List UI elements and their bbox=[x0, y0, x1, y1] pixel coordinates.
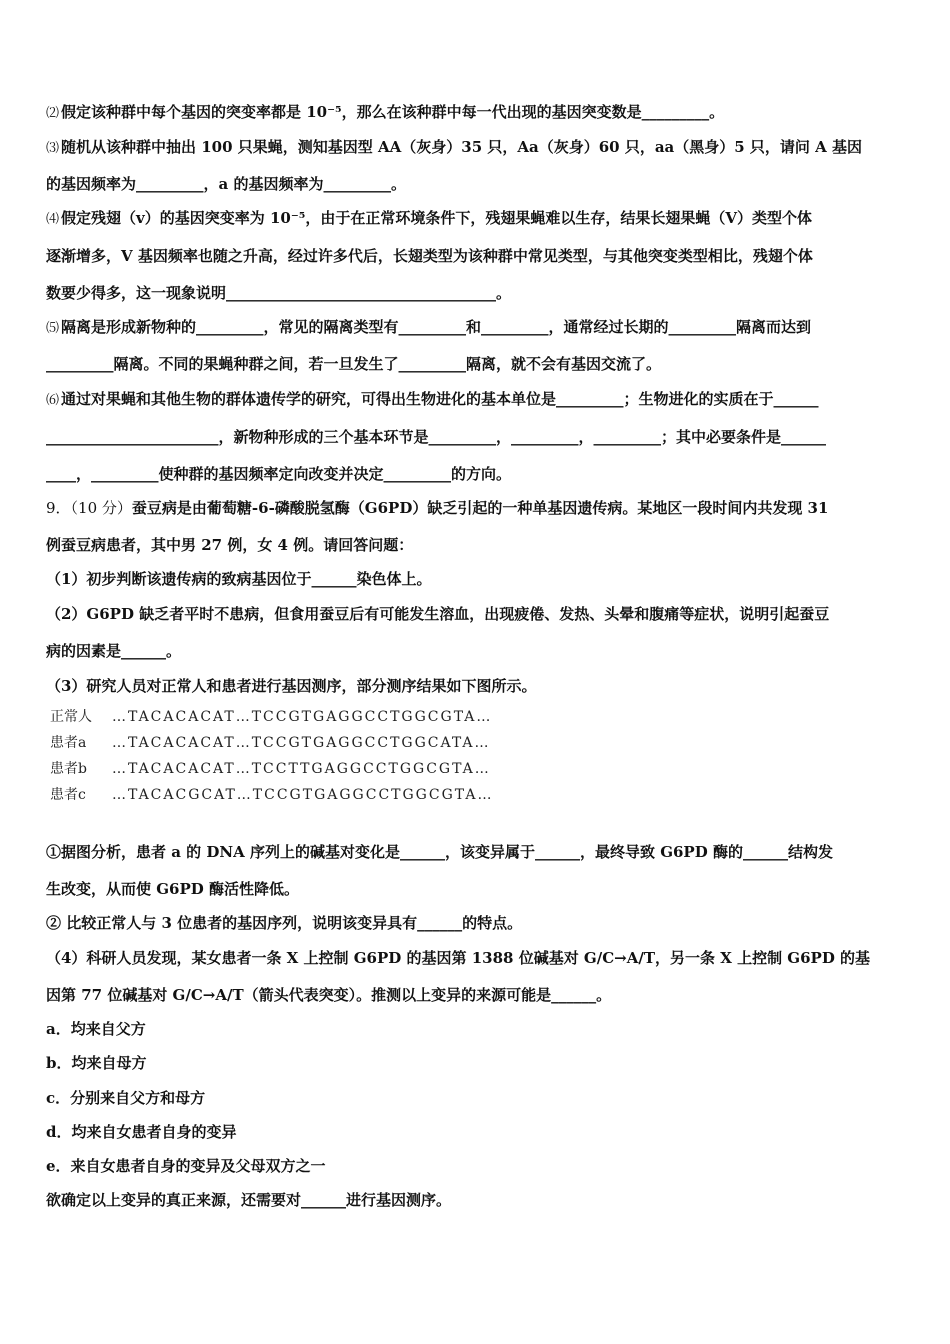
circ1-line1: ①据图分析，患者 a 的 DNA 序列上的碱基对变化是______，该变异属于______，最终导致 G6PD 酶的______结构发 bbox=[46, 843, 833, 861]
part6-line2: _______________________，新物种形成的三个基本环节是_________，_________，_________；其中必要条件是______ bbox=[46, 428, 827, 446]
sequence-name: 患者a bbox=[50, 735, 87, 751]
part5-mark: ⑸ bbox=[46, 321, 60, 336]
q9-sub4-line2: 因第 77 位碱基对 G/C→A/T（箭头代表突变）。推测以上变异的来源可能是______。 bbox=[46, 986, 612, 1004]
q9-text1: 蚕豆病是由葡萄糖-6-磷酸脱氢酶（G6PD）缺乏引起的一种单基因遗传病。某地区一段时间内共发现 31 bbox=[131, 499, 829, 517]
part4-text1: 假定残翅（v）的基因突变率为 10⁻⁵，由于在正常环境条件下，残翅果蝇难以生存，结果长翅果蝇（V）类型个体 bbox=[61, 209, 812, 227]
q9-sub2-line2: 病的因素是______。 bbox=[46, 642, 182, 660]
part6-mark: ⑹ bbox=[46, 393, 60, 408]
sequence-row bbox=[50, 786, 493, 804]
part5-line1 bbox=[46, 317, 811, 339]
option-e: e．来自女患者自身的变异及父母双方之一 bbox=[46, 1157, 326, 1175]
sequence-name: 患者c bbox=[50, 787, 86, 803]
part2-mark: ⑵ bbox=[46, 106, 60, 121]
q9-line2: 例蚕豆病患者，其中男 27 例，女 4 例。请回答问题： bbox=[46, 536, 414, 554]
part4-mark: ⑷ bbox=[46, 212, 60, 227]
q9-sub1: （1）初步判断该遗传病的致病基因位于______染色体上。 bbox=[46, 570, 432, 588]
option-d: d．均来自女患者自身的变异 bbox=[46, 1123, 237, 1141]
sequence-row bbox=[50, 734, 491, 752]
q9-sub3: （3）研究人员对正常人和患者进行基因测序，部分测序结果如下图所示。 bbox=[46, 677, 537, 695]
circ2-line: ② 比较正常人与 3 位患者的基因序列，说明该变异具有______的特点。 bbox=[46, 914, 523, 932]
final-line: 欲确定以上变异的真正来源，还需要对______进行基因测序。 bbox=[46, 1191, 452, 1209]
q9-sub4-line1: （4）科研人员发现，某女患者一条 X 上控制 G6PD 的基因第 1388 位碱基对 G/C→A/T，另一条 X 上控制 G6PD 的基 bbox=[46, 949, 871, 967]
part2-line bbox=[46, 102, 724, 124]
sequence-row bbox=[50, 708, 492, 726]
sequence-bases: …TACACGCAT…TCCGTGAGGCCTGGCGTA… bbox=[112, 787, 494, 803]
option-a: a．均来自父方 bbox=[46, 1020, 146, 1038]
part3-text1: 随机从该种群中抽出 100 只果蝇，测知基因型 AA（灰身）35 只，Aa（灰身）60 只，aa（黑身）5 只，请问 A 基因 bbox=[61, 138, 863, 156]
option-c: c．分别来自父方和母方 bbox=[46, 1089, 206, 1107]
sequence-bases: …TACACACAT…TCCTTGAGGCCTGGCGTA… bbox=[112, 761, 491, 777]
sequence-bases: …TACACACAT…TCCGTGAGGCCTGGCATA… bbox=[112, 735, 491, 751]
part3-mark: ⑶ bbox=[46, 141, 60, 156]
sequence-name: 正常人 bbox=[50, 709, 92, 725]
sequence-name: 患者b bbox=[50, 761, 87, 777]
part2-text: 假定该种群中每个基因的突变率都是 10⁻⁵，那么在该种群中每一代出现的基因突变数是_________。 bbox=[61, 103, 725, 121]
sequence-bases: …TACACACAT…TCCGTGAGGCCTGGCGTA… bbox=[112, 709, 493, 725]
part4-line2: 逐渐增多，V 基因频率也随之升高，经过许多代后，长翅类型为该种群中常见类型，与其他突变类型相比，残翅个体 bbox=[46, 247, 813, 265]
part6-line1 bbox=[46, 389, 819, 411]
part5-text1: 隔离是形成新物种的_________，常见的隔离类型有_________和_________，通常经过长期的_________隔离而达到 bbox=[61, 318, 812, 336]
circ1-line2: 生改变，从而使 G6PD 酶活性降低。 bbox=[46, 880, 299, 898]
part4-line3: 数要少得多，这一现象说明____________________________________。 bbox=[46, 284, 512, 302]
q9-number: 9． bbox=[46, 499, 71, 517]
q9-sub2-line1: （2）G6PD 缺乏者平时不患病，但食用蚕豆后有可能发生溶血，出现疲倦、发热、头晕和腹痛等症状，说明引起蚕豆 bbox=[46, 605, 830, 623]
part5-line2: _________隔离。不同的果蝇种群之间，若一旦发生了_________隔离，就不会有基因交流了。 bbox=[46, 355, 662, 373]
part3-line2: 的基因频率为_________，a 的基因频率为_________。 bbox=[46, 175, 406, 193]
q9-line1 bbox=[46, 498, 828, 518]
part6-text1: 通过对果蝇和其他生物的群体遗传学的研究，可得出生物进化的基本单位是_________；生物进化的实质在于______ bbox=[61, 390, 819, 408]
q9-score: （10 分） bbox=[70, 499, 132, 517]
part6-line3: ____，_________使种群的基因频率定向改变并决定_________的方向。 bbox=[46, 465, 512, 483]
part3-line1 bbox=[46, 137, 862, 159]
sequence-row bbox=[50, 760, 491, 778]
part4-line1 bbox=[46, 208, 812, 230]
option-b: b．均来自母方 bbox=[46, 1054, 147, 1072]
